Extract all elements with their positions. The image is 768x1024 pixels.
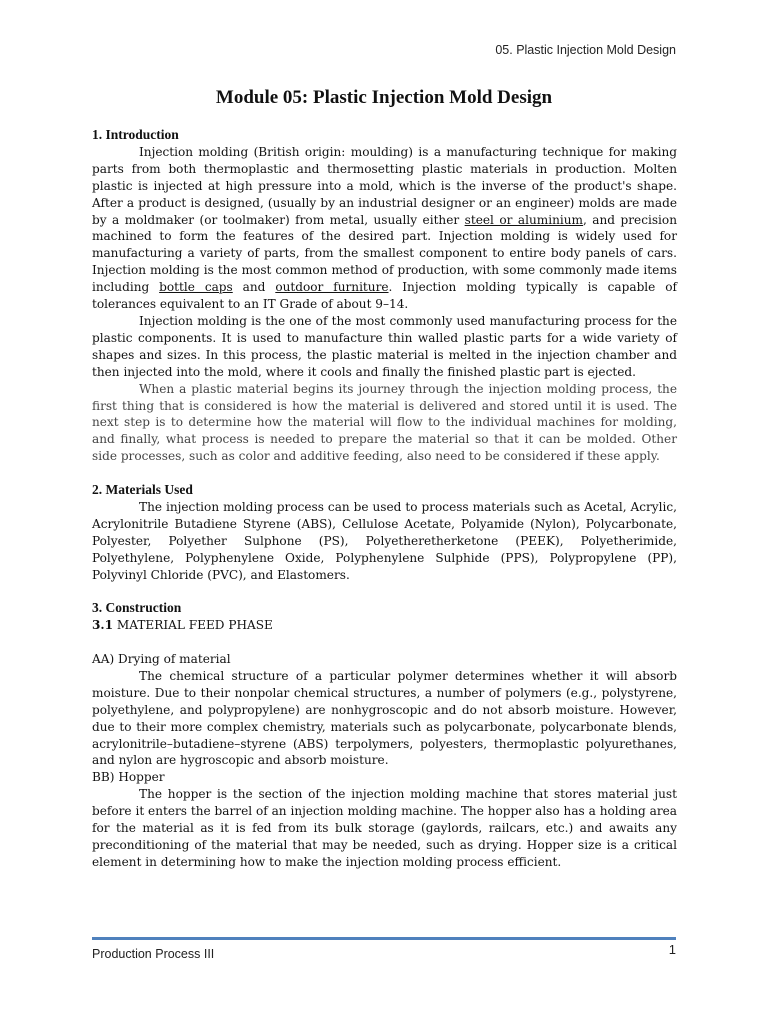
subsection-number: 3.1: [92, 618, 114, 633]
footer-rule: [92, 937, 676, 940]
document-body: [92, 127, 677, 871]
materials-paragraph: The injection molding process can be used to process materials such as Acetal, Acrylic, Acrylonitrile Butadiene Styrene (ABS), Cellulose Acetate, Polyamide (Nylon), Polycarbonate, Polyester, Polyether Sulphone (PS), Polyetheretherketone (PEEK), Polyetherimide, Polyethylene, Polyphenylene Oxide, Polyphenylene Sulphide (PPS), Polypropylene (PP), Polyvinyl Chloride (PVC), and Elastomers.: [92, 499, 677, 582]
link-steel-or-aluminium[interactable]: steel or aluminium: [464, 212, 583, 227]
intro-paragraph-2: Injection molding is the one of the most commonly used manufacturing process for the plastic components. It is used to manufacture thin walled plastic parts for a wide variety of shapes and sizes. In this process, the plastic material is melted in the injection chamber and then injected into the mold, where it cools and finally the finished plastic part is ejected.: [92, 313, 677, 379]
intro-paragraph-1: Injection molding (British origin: moulding) is a manufacturing technique for making parts from both thermoplastic and thermosetting plastic materials in production. Molten plastic is injected at high pressure into a mold, which is the inverse of the product's shape. After a product is designed, (usually by an industrial designer or an engineer) molds are made by a moldmaker (or toolmaker) from metal, usually either steel or aluminium, and precision machined to form the features of the desired part. Injection molding is widely used for manufacturing a variety of parts, from the smallest component to entire body panels of cars. Injection molding is the most common method of production, with some commonly made items including bottle caps and outdoor furniture. Injection molding typically is capable of tolerances equivalent to an IT Grade of about 9–14.: [92, 144, 677, 312]
link-bottle-caps[interactable]: bottle caps: [159, 280, 233, 295]
drying-paragraph: The chemical structure of a particular polymer determines whether it will absorb moisture. Due to their nonpolar chemical structures, a number of polymers (e.g., polystyrene, polyethylene, and polypropylene) are nonhygroscopic and do not absorb moisture. However, due to their more complex chemistry, materials such as polycarbonate, polycarbonate blends, acrylonitrile–butadiene–styrene (ABS) terpolymers, polyesters, thermoplastic polyurethanes, and nylon are hygroscopic and absorb moisture.: [92, 668, 677, 768]
footer-course-title: Production Process III: [92, 947, 215, 961]
intro-paragraph-3: When a plastic material begins its journey through the injection molding process, the first thing that is considered is how the material is delivered and stored until it is used. The next step is to determine how the material will flow to the individual machines for molding, and finally, what process is needed to prepare the material so that it can be molded. Other side processes, such as color and additive feeding, also need to be considered if these apply.: [92, 381, 677, 464]
hopper-paragraph: The hopper is the section of the injection molding machine that stores material just before it enters the barrel of an injection molding machine. The hopper also has a holding area for the material as it is fed from its bulk storage (gaylords, railcars, etc.) and awaits any preconditioning of the material that may be needed, such as drying. Hopper size is a critical element in determining how to make the injection molding process efficient.: [92, 787, 677, 869]
section-heading-construction: 3. Construction: [92, 600, 182, 616]
section-heading-materials: 2. Materials Used: [92, 482, 193, 498]
page-title: Module 05: Plastic Injection Mold Design: [215, 87, 553, 108]
spacer: [92, 583, 677, 600]
spacer: [92, 465, 677, 482]
spacer: [92, 634, 677, 651]
item-label-drying: AA) Drying of material: [92, 652, 231, 667]
running-header: 05. Plastic Injection Mold Design: [495, 43, 676, 57]
item-label-hopper: BB) Hopper: [92, 770, 165, 785]
link-outdoor-furniture[interactable]: outdoor furniture: [275, 280, 389, 295]
page-number: 1: [668, 942, 676, 957]
subsection-title: MATERIAL FEED PHASE: [113, 618, 273, 633]
subsection-heading: [92, 617, 677, 634]
section-heading-introduction: 1. Introduction: [92, 127, 179, 142]
